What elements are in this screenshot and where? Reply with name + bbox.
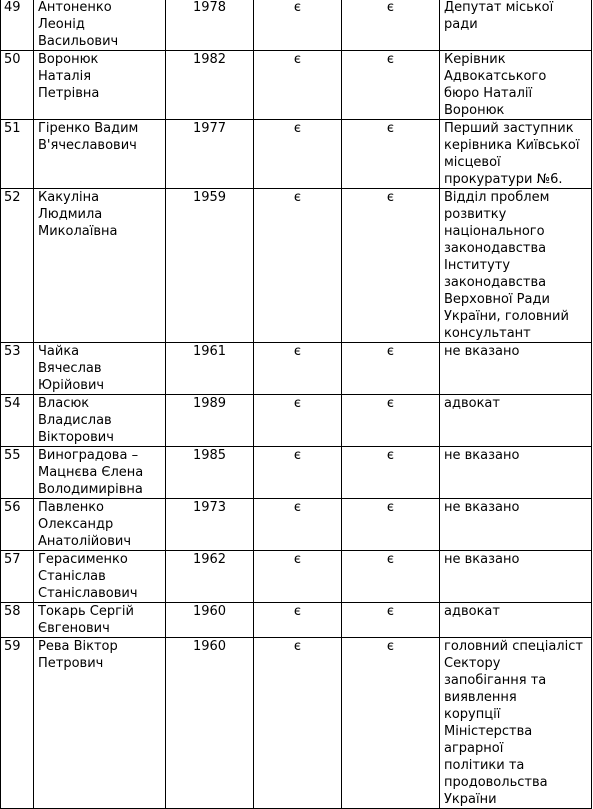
full-name-cell [34, 638, 166, 809]
birth-year-cell-text: 1985 [192, 448, 227, 463]
full-name-cell-text: Герасименко Станіслав Станіславович [38, 552, 138, 601]
table-row [1, 51, 592, 120]
birth-year-cell [166, 189, 254, 343]
position-cell [440, 51, 592, 120]
mark-cell-2 [342, 395, 440, 447]
row-number-text: 52 [4, 190, 21, 205]
mark-cell-1 [254, 189, 342, 343]
row-number [1, 395, 34, 447]
row-number [1, 189, 34, 343]
mark-cell-1-text: є [293, 121, 302, 136]
row-number-text: 56 [4, 500, 21, 515]
birth-year-cell [166, 51, 254, 120]
birth-year-cell [166, 638, 254, 809]
position-cell-text: Керівник Адвокатського бюро Наталії Воронюк [444, 52, 547, 118]
full-name-cell-text: Павленко Олександр Анатолійович [38, 500, 131, 549]
mark-cell-1 [254, 603, 342, 638]
position-cell [440, 395, 592, 447]
position-cell-text: Депутат міської ради [444, 0, 554, 32]
birth-year-cell-text: 1960 [192, 639, 227, 654]
full-name-cell-text: Гіренко Вадим В'ячеславович [38, 121, 139, 153]
table-body [1, 0, 592, 809]
mark-cell-1-text: є [293, 190, 302, 205]
table-row [1, 638, 592, 809]
birth-year-cell-text: 1962 [192, 552, 227, 567]
mark-cell-2 [342, 603, 440, 638]
mark-cell-1-text: є [293, 52, 302, 67]
mark-cell-1-text: є [293, 500, 302, 515]
mark-cell-1-text: є [293, 639, 302, 654]
position-cell [440, 120, 592, 189]
full-name-cell-text: Власюк Владислав Вікторович [38, 396, 114, 445]
mark-cell-1-text: є [293, 344, 302, 359]
position-cell-text: головний спеціаліст Сектору запобігання та виявлення корупції Міністерства аграрної політики та продовольства України [444, 639, 583, 807]
table-row [1, 499, 592, 551]
mark-cell-2-text: є [386, 344, 395, 359]
table-row [1, 447, 592, 499]
full-name-cell [34, 189, 166, 343]
mark-cell-1 [254, 51, 342, 120]
row-number-text: 49 [4, 0, 21, 15]
mark-cell-1-text: є [293, 0, 302, 15]
mark-cell-1 [254, 343, 342, 395]
table-row [1, 343, 592, 395]
full-name-cell [34, 343, 166, 395]
position-cell-text: не вказано [444, 344, 520, 359]
mark-cell-1 [254, 447, 342, 499]
full-name-cell [34, 551, 166, 603]
mark-cell-1-text: є [293, 604, 302, 619]
position-cell-text: Відділ проблем розвитку національного законодавства Інституту законодавства Верховної Ради України, головний консультант [444, 190, 569, 341]
birth-year-cell-text: 1978 [192, 0, 227, 15]
full-name-cell [34, 51, 166, 120]
row-number [1, 51, 34, 120]
full-name-cell-text: Токарь Сергій Євгенович [38, 604, 134, 636]
row-number-text: 58 [4, 604, 21, 619]
birth-year-cell-text: 1959 [192, 190, 227, 205]
mark-cell-2-text: є [386, 396, 395, 411]
mark-cell-1-text: є [293, 396, 302, 411]
position-cell-text: не вказано [444, 448, 520, 463]
position-cell [440, 0, 592, 51]
position-cell-text: не вказано [444, 500, 520, 515]
mark-cell-2 [342, 638, 440, 809]
table-row [1, 551, 592, 603]
full-name-cell [34, 120, 166, 189]
full-name-cell-text: Воронюк Наталія Петрівна [38, 52, 100, 101]
birth-year-cell-text: 1960 [192, 604, 227, 619]
mark-cell-1 [254, 499, 342, 551]
mark-cell-2-text: є [386, 500, 395, 515]
mark-cell-2-text: є [386, 52, 395, 67]
position-cell-text: не вказано [444, 552, 520, 567]
full-name-cell-text: Виноградова – Мацнєва Єлена Володимирівна [38, 448, 144, 497]
mark-cell-2 [342, 499, 440, 551]
mark-cell-2 [342, 447, 440, 499]
row-number [1, 603, 34, 638]
row-number-text: 53 [4, 344, 21, 359]
row-number [1, 0, 34, 51]
mark-cell-2 [342, 189, 440, 343]
birth-year-cell [166, 120, 254, 189]
mark-cell-1 [254, 0, 342, 51]
row-number-text: 54 [4, 396, 21, 411]
position-cell [440, 499, 592, 551]
mark-cell-2 [342, 0, 440, 51]
position-cell [440, 551, 592, 603]
full-name-cell [34, 603, 166, 638]
mark-cell-2 [342, 51, 440, 120]
table-row [1, 0, 592, 51]
table-row [1, 395, 592, 447]
full-name-cell-text: Антоненко Леонід Васильович [38, 0, 119, 49]
row-number [1, 343, 34, 395]
mark-cell-2-text: є [386, 0, 395, 15]
mark-cell-2 [342, 551, 440, 603]
mark-cell-1-text: є [293, 448, 302, 463]
row-number-text: 57 [4, 552, 21, 567]
position-cell [440, 603, 592, 638]
birth-year-cell [166, 0, 254, 51]
full-name-cell [34, 499, 166, 551]
position-cell [440, 638, 592, 809]
birth-year-cell-text: 1989 [192, 396, 227, 411]
birth-year-cell [166, 343, 254, 395]
birth-year-cell [166, 499, 254, 551]
birth-year-cell [166, 603, 254, 638]
row-number-text: 50 [4, 52, 21, 67]
birth-year-cell [166, 395, 254, 447]
birth-year-cell [166, 551, 254, 603]
mark-cell-1-text: є [293, 552, 302, 567]
row-number-text: 55 [4, 448, 21, 463]
mark-cell-1 [254, 120, 342, 189]
mark-cell-2-text: є [386, 604, 395, 619]
position-cell-text: адвокат [444, 604, 500, 619]
mark-cell-1 [254, 551, 342, 603]
row-number [1, 447, 34, 499]
mark-cell-2-text: є [386, 190, 395, 205]
row-number [1, 499, 34, 551]
row-number-text: 51 [4, 121, 21, 136]
row-number [1, 120, 34, 189]
birth-year-cell [166, 447, 254, 499]
mark-cell-2 [342, 120, 440, 189]
mark-cell-2 [342, 343, 440, 395]
full-name-cell [34, 395, 166, 447]
birth-year-cell-text: 1982 [192, 52, 227, 67]
full-name-cell-text: Какуліна Людмила Миколаївна [38, 190, 118, 239]
full-name-cell-text: Чайка Вячеслав Юрійович [38, 344, 105, 393]
full-name-cell [34, 0, 166, 51]
position-cell-text: Перший заступник керівника Київської місцевої прокуратури №6. [444, 121, 580, 187]
mark-cell-1 [254, 638, 342, 809]
row-number [1, 551, 34, 603]
birth-year-cell-text: 1961 [192, 344, 227, 359]
full-name-cell [34, 447, 166, 499]
table-row [1, 189, 592, 343]
mark-cell-2-text: є [386, 121, 395, 136]
mark-cell-2-text: є [386, 448, 395, 463]
birth-year-cell-text: 1977 [192, 121, 227, 136]
mark-cell-1 [254, 395, 342, 447]
table-row [1, 120, 592, 189]
position-cell-text: адвокат [444, 396, 500, 411]
position-cell [440, 343, 592, 395]
row-number-text: 59 [4, 639, 21, 654]
table-row [1, 603, 592, 638]
birth-year-cell-text: 1973 [192, 500, 227, 515]
position-cell [440, 189, 592, 343]
mark-cell-2-text: є [386, 639, 395, 654]
mark-cell-2-text: є [386, 552, 395, 567]
row-number [1, 638, 34, 809]
full-name-cell-text: Рева Віктор Петрович [38, 639, 118, 671]
position-cell [440, 447, 592, 499]
